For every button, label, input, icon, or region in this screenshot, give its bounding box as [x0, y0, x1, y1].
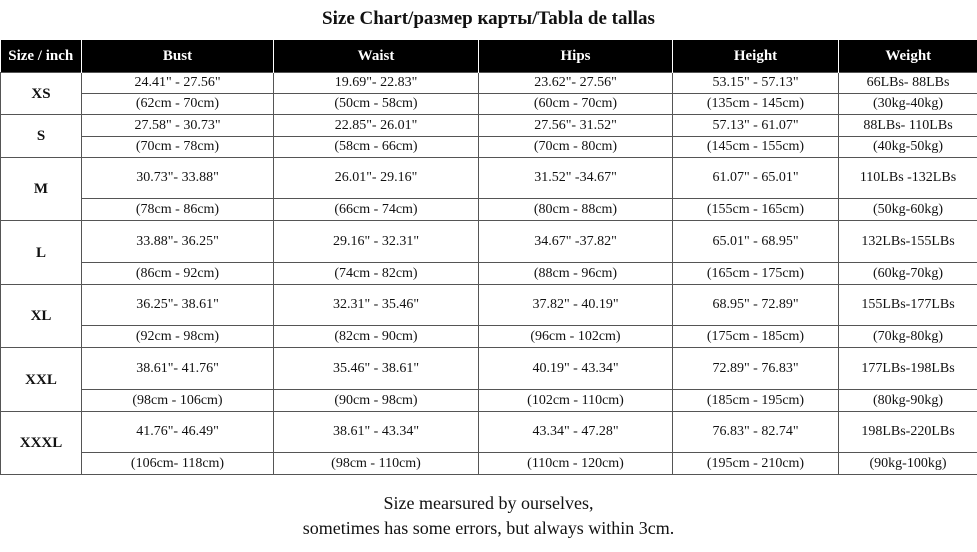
- waist-inch: 29.16" - 32.31": [274, 221, 479, 263]
- height-cm: (165cm - 175cm): [673, 263, 839, 285]
- weight-kg: (70kg-80kg): [839, 326, 977, 348]
- bust-inch: 24.41" - 27.56": [82, 73, 274, 94]
- bust-cm: (98cm - 106cm): [82, 390, 274, 412]
- size-label: XL: [1, 285, 82, 348]
- waist-cm: (50cm - 58cm): [274, 94, 479, 115]
- weight-lbs: 66LBs- 88LBs: [839, 73, 977, 94]
- weight-lbs: 177LBs-198LBs: [839, 348, 977, 390]
- bust-inch: 41.76"- 46.49": [82, 412, 274, 453]
- size-label: XXXL: [1, 412, 82, 475]
- height-cm: (145cm - 155cm): [673, 137, 839, 158]
- weight-kg: (80kg-90kg): [839, 390, 977, 412]
- bust-inch: 36.25"- 38.61": [82, 285, 274, 326]
- bust-inch: 27.58" - 30.73": [82, 115, 274, 137]
- weight-lbs: 155LBs-177LBs: [839, 285, 977, 326]
- table-row: [1, 158, 977, 199]
- height-cm: (195cm - 210cm): [673, 453, 839, 475]
- table-row: [1, 263, 977, 285]
- hips-cm: (70cm - 80cm): [479, 137, 673, 158]
- bust-cm: (78cm - 86cm): [82, 199, 274, 221]
- height-inch: 57.13" - 61.07": [673, 115, 839, 137]
- height-inch: 65.01" - 68.95": [673, 221, 839, 263]
- hips-cm: (80cm - 88cm): [479, 199, 673, 221]
- height-cm: (155cm - 165cm): [673, 199, 839, 221]
- weight-lbs: 198LBs-220LBs: [839, 412, 977, 453]
- waist-cm: (82cm - 90cm): [274, 326, 479, 348]
- size-label: M: [1, 158, 82, 221]
- weight-lbs: 132LBs-155LBs: [839, 221, 977, 263]
- table-row: [1, 73, 977, 94]
- footer-note-line1: Size mearsured by ourselves,: [383, 493, 594, 513]
- waist-cm: (58cm - 66cm): [274, 137, 479, 158]
- header-size: Size / inch: [1, 40, 82, 73]
- height-cm: (135cm - 145cm): [673, 94, 839, 115]
- bust-cm: (106cm- 118cm): [82, 453, 274, 475]
- height-inch: 53.15" - 57.13": [673, 73, 839, 94]
- hips-inch: 34.67" -37.82": [479, 221, 673, 263]
- waist-inch: 26.01"- 29.16": [274, 158, 479, 199]
- waist-inch: 22.85"- 26.01": [274, 115, 479, 137]
- waist-cm: (90cm - 98cm): [274, 390, 479, 412]
- hips-cm: (102cm - 110cm): [479, 390, 673, 412]
- hips-inch: 27.56"- 31.52": [479, 115, 673, 137]
- header-weight: Weight: [839, 40, 977, 73]
- hips-cm: (96cm - 102cm): [479, 326, 673, 348]
- bust-cm: (86cm - 92cm): [82, 263, 274, 285]
- height-cm: (175cm - 185cm): [673, 326, 839, 348]
- hips-inch: 43.34" - 47.28": [479, 412, 673, 453]
- table-row: [1, 285, 977, 326]
- waist-cm: (66cm - 74cm): [274, 199, 479, 221]
- weight-kg: (90kg-100kg): [839, 453, 977, 475]
- waist-inch: 32.31" - 35.46": [274, 285, 479, 326]
- bust-cm: (92cm - 98cm): [82, 326, 274, 348]
- header-bust: Bust: [82, 40, 274, 73]
- height-inch: 61.07" - 65.01": [673, 158, 839, 199]
- hips-inch: 23.62"- 27.56": [479, 73, 673, 94]
- hips-cm: (110cm - 120cm): [479, 453, 673, 475]
- size-label: XS: [1, 73, 82, 115]
- weight-kg: (40kg-50kg): [839, 137, 977, 158]
- height-inch: 72.89" - 76.83": [673, 348, 839, 390]
- bust-cm: (70cm - 78cm): [82, 137, 274, 158]
- height-cm: (185cm - 195cm): [673, 390, 839, 412]
- weight-lbs: 88LBs- 110LBs: [839, 115, 977, 137]
- waist-cm: (98cm - 110cm): [274, 453, 479, 475]
- bust-inch: 33.88"- 36.25": [82, 221, 274, 263]
- table-row: [1, 115, 977, 137]
- size-label: S: [1, 115, 82, 158]
- table-row: [1, 221, 977, 263]
- table-header-row: [1, 40, 977, 73]
- table-row: [1, 326, 977, 348]
- table-row: [1, 137, 977, 158]
- size-table: [0, 40, 977, 475]
- hips-inch: 37.82" - 40.19": [479, 285, 673, 326]
- table-row: [1, 348, 977, 390]
- table-row: [1, 390, 977, 412]
- height-inch: 76.83" - 82.74": [673, 412, 839, 453]
- table-row: [1, 412, 977, 453]
- height-inch: 68.95" - 72.89": [673, 285, 839, 326]
- weight-kg: (50kg-60kg): [839, 199, 977, 221]
- waist-inch: 35.46" - 38.61": [274, 348, 479, 390]
- footer-note-line2: sometimes has some errors, but always within 3cm.: [302, 518, 675, 538]
- hips-inch: 31.52" -34.67": [479, 158, 673, 199]
- page-title: Size Chart/размер карты/Tabla de tallas: [322, 8, 655, 29]
- header-hips: Hips: [479, 40, 673, 73]
- weight-kg: (30kg-40kg): [839, 94, 977, 115]
- table-row: [1, 94, 977, 115]
- bust-inch: 38.61"- 41.76": [82, 348, 274, 390]
- header-height: Height: [673, 40, 839, 73]
- bust-inch: 30.73"- 33.88": [82, 158, 274, 199]
- size-label: L: [1, 221, 82, 285]
- header-waist: Waist: [274, 40, 479, 73]
- hips-cm: (88cm - 96cm): [479, 263, 673, 285]
- table-row: [1, 199, 977, 221]
- hips-cm: (60cm - 70cm): [479, 94, 673, 115]
- weight-kg: (60kg-70kg): [839, 263, 977, 285]
- waist-cm: (74cm - 82cm): [274, 263, 479, 285]
- waist-inch: 38.61" - 43.34": [274, 412, 479, 453]
- table-row: [1, 453, 977, 475]
- size-label: XXL: [1, 348, 82, 412]
- bust-cm: (62cm - 70cm): [82, 94, 274, 115]
- hips-inch: 40.19" - 43.34": [479, 348, 673, 390]
- weight-lbs: 110LBs -132LBs: [839, 158, 977, 199]
- waist-inch: 19.69"- 22.83": [274, 73, 479, 94]
